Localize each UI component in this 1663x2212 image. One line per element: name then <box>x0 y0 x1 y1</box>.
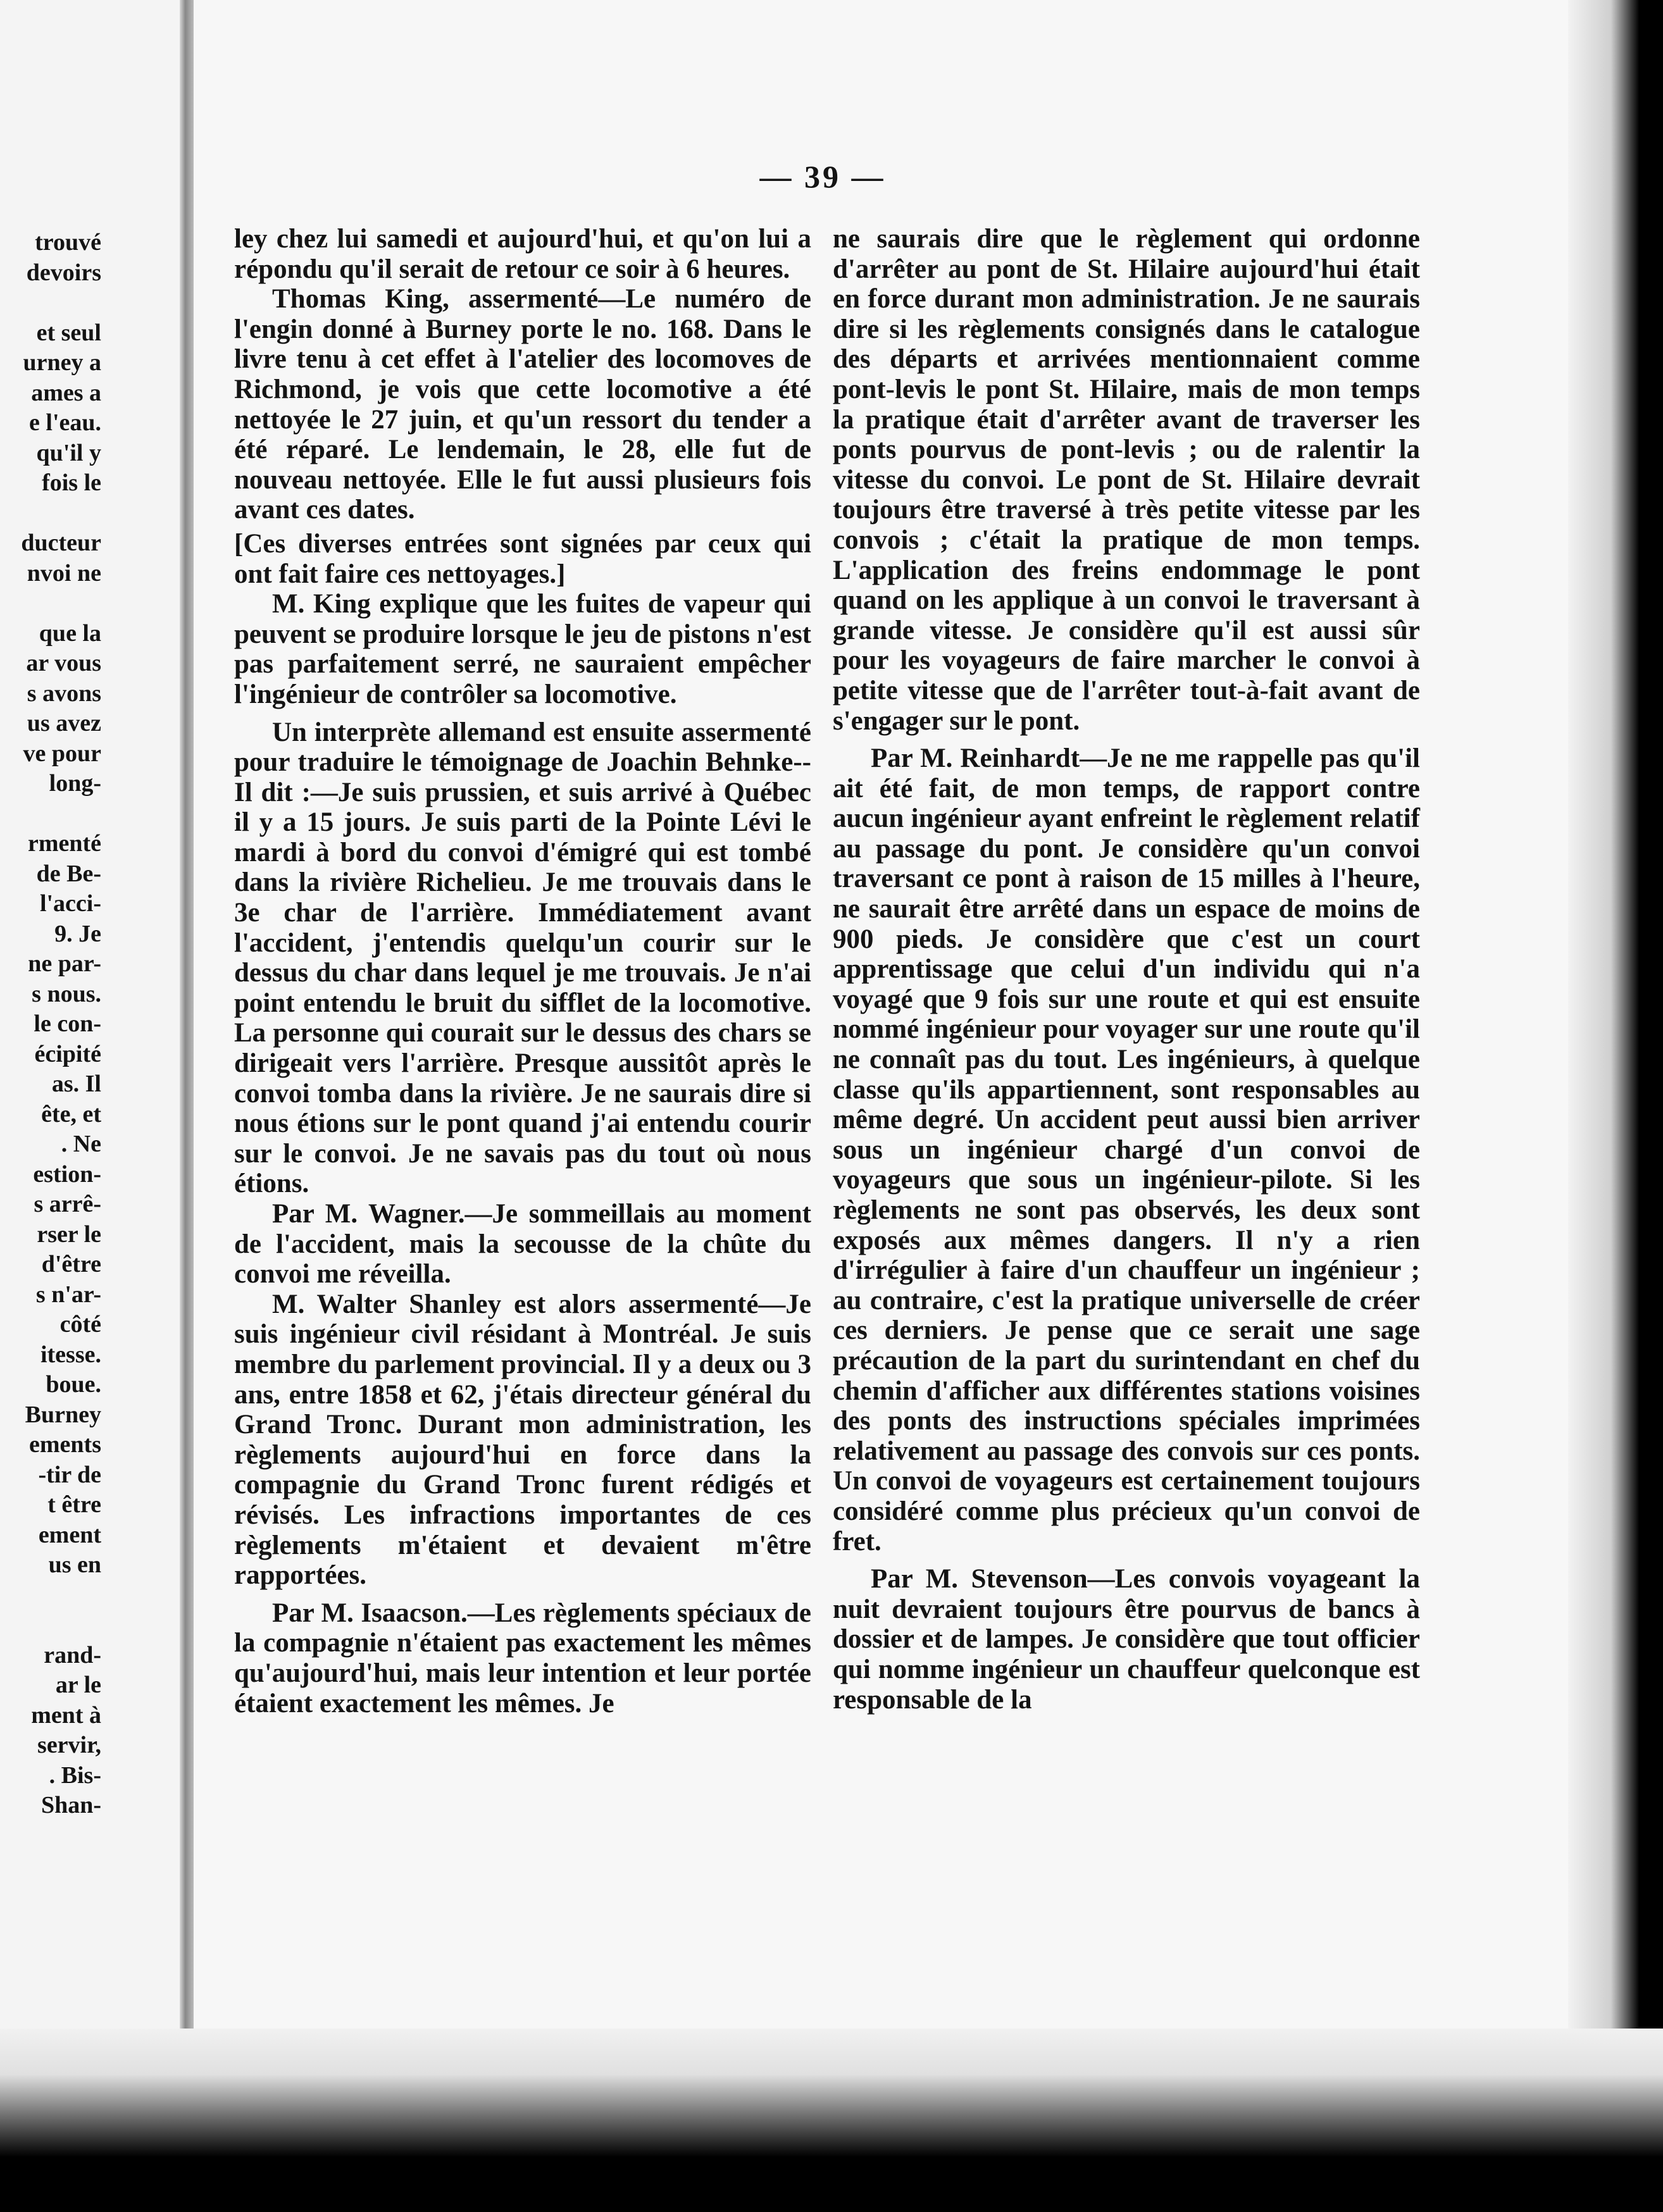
text-column-left <box>234 224 811 1718</box>
left-fragment-line: rser le <box>37 1221 101 1248</box>
left-fragment-line <box>0 1610 101 1641</box>
left-fragment-line: Burney <box>25 1401 101 1428</box>
left-fragment-line: de Be- <box>36 860 101 887</box>
left-fragment-line: ve pour <box>23 740 101 767</box>
left-fragment-line: d'être <box>41 1251 101 1277</box>
left-fragment-line: ducteur <box>21 530 101 556</box>
left-fragment-line: 9. Je <box>54 920 101 947</box>
left-fragment-line: urney a <box>23 349 101 376</box>
left-fragment-line: écipité <box>34 1040 101 1067</box>
left-fragment-line: long- <box>49 770 101 797</box>
left-fragment-line: servir, <box>37 1732 101 1758</box>
paragraph: M. Walter Shanley est alors assermenté—Je suis ingénieur civil résidant à Montréal. Je suis membre du parlement provincial. Il y a deux ou 3 ans, entre 1858 et 62, j'étais directeur général du Grand Tronc. Durant mon administration, les règlements aujourd'hui en force dans la compagnie du Grand Tronc furent rédigés et révisés. Les infractions importantes de ces règlements m'étaient et devaient m'être rapportées. <box>234 1289 811 1591</box>
paragraph: [Ces diverses entrées sont signées par ceux qui ont fait faire ces nettoyages.] <box>234 528 811 589</box>
left-page-fragment <box>0 0 190 2212</box>
left-fragment-line: s n'ar- <box>35 1281 101 1308</box>
left-fragment-line <box>0 499 101 529</box>
page-number: — 39 — <box>759 159 886 194</box>
paragraph: Par M. Reinhardt—Je ne me rappelle pas qu'il ait été fait, de mon temps, de rapport contre aucun ingénieur ayant enfreint le règlement relatif au passage du pont. Je considère qu'un convoi traversant ce pont à raison de 15 milles à l'heure, ne saurait être arrêté dans un espace de moins de 900 pieds. Je considère que c'est un court apprentissage que celui d'un individu qui n'a voyagé que 9 fois sur une route et qui est ensuite nommé ingénieur pour voyager sur une route qu'il ne connaît pas du tout. Les ingénieurs, à quelque classe qu'ils appartiennent, sont responsables au même degré. Un accident peut aussi bien arriver sous un ingénieur chargé d'un convoi de voyageurs que sous un ingénieur-pilote. Si les règlements ne sont pas observés, les deux sont exposés aux mêmes dangers. Il n'y a rien d'irrégulier à faire d'un chauffeur un ingénieur ; au contraire, c'est la pratique universelle de créer ces derniers. Je pense que ce serait une sage précaution de la part du surintendant en chef du chemin d'afficher aux différentes stations voisines des ponts des instructions spéciales imprimées relativement au passage des convois sur ces ponts. Un convoi de voyageurs est certainement toujours considéré comme plus précieux qu'un convoi de fret. <box>833 743 1420 1556</box>
left-fragment-line: rmenté <box>27 830 101 857</box>
left-fragment-line: ar vous <box>26 650 101 676</box>
left-fragment-line: -tir de <box>38 1461 101 1488</box>
left-fragment-line: ement <box>38 1521 101 1548</box>
left-fragment-line: . Bis- <box>49 1762 101 1789</box>
left-fragment-line <box>0 1581 101 1611</box>
left-fragment-line: qu'il y <box>36 439 101 466</box>
paragraph: Par M. Wagner.—Je sommeillais au moment de l'accident, mais la secousse de la chûte du convoi me réveilla. <box>234 1199 811 1289</box>
left-fragment-line: ête, et <box>41 1100 101 1128</box>
page-gutter <box>180 0 194 2212</box>
left-fragment-line: fois le <box>42 469 101 496</box>
left-fragment-line: estion- <box>33 1160 101 1188</box>
left-fragment-line: ames a <box>31 379 101 406</box>
left-fragment-line: l'acci- <box>39 890 101 917</box>
left-fragment-line: t être <box>47 1491 101 1518</box>
paragraph: Par M. Isaacson.—Les règlements spéciaux de la compagnie n'étaient pas exactement les mêmes qu'aujourd'hui, mais leur intention et leur portée étaient exactement les mêmes. Je <box>234 1598 811 1718</box>
paragraph: ley chez lui samedi et aujourd'hui, et qu'on lui a répondu qu'il serait de retour ce soir à 6 heures. <box>234 224 811 284</box>
left-fragment-line <box>0 588 101 619</box>
left-fragment-line: et seul <box>36 319 101 346</box>
page-bottom-edge <box>0 2029 1663 2212</box>
left-fragment-line: boue. <box>46 1371 101 1398</box>
left-fragment-line: le con- <box>34 1010 101 1037</box>
paragraph: ne saurais dire que le règlement qui ordonne d'arrêter au pont de St. Hilaire aujourd'hui était en force durant mon administration. Je ne saurais dire si les règlements consignés dans le catalogue des départs et arrivées mentionnaient comme pont-levis le pont St. Hilaire, mais de mon temps la pratique était d'arrêter avant de traverser les ponts pourvus de pont-levis ; ou de ralentir la vitesse du convoi. Le pont de St. Hilaire devrait toujours être traversé à très petite vitesse par les convois ; c'était la pratique de mon temps. L'application des freins endommage le pont quand on les applique à un convoi le traversant à grande vitesse. Je considère qu'il est aussi sûr pour les voyageurs de faire marcher le convoi à petite vitesse que de l'arrêter tout-à-fait avant de s'engager sur le pont. <box>833 224 1420 736</box>
left-fragment-line: ment à <box>31 1701 101 1729</box>
left-fragment-line: s nous. <box>32 980 101 1007</box>
left-fragment-line: côté <box>59 1311 101 1338</box>
left-fragment-line: rand- <box>44 1641 101 1668</box>
left-fragment-line: itesse. <box>40 1341 101 1368</box>
paragraph: Thomas King, assermenté—Le numéro de l'engin donné à Burney porte le no. 168. Dans le livre tenu à cet effet à l'atelier des locomoves de Richmond, je vois que cette locomotive a été nettoyée le 27 juin, et qu'un ressort du tender a été réparé. Le lendemain, le 28, elle fut de nouveau nettoyée. Elle le fut aussi plusieurs fois avant ces dates. <box>234 284 811 525</box>
left-fragment-line: que la <box>39 619 101 647</box>
left-fragment-line: us avez <box>27 710 101 736</box>
left-fragment-line: trouvé <box>35 229 101 256</box>
left-page-cropped-text <box>0 228 101 1821</box>
paragraph: Un interprète allemand est ensuite assermenté pour traduire le témoignage de Joachin Behnke--Il dit :—Je suis prussien, et suis arrivé à Québec il y a 15 jours. Je suis parti de la Pointe Lévi le mardi à bord du convoi d'émigré qui est tombé dans la rivière Richelieu. Je me trouvais dans le 3e char de l'arrière. Immédiatement avant l'accident, j'entendis quelqu'un courir sur le dessus du char dans lequel je me trouvais. Je n'ai point entendu le bruit du sifflet de la locomotive. La personne qui courait sur le dessus des chars se dirigeait vers l'arrière. Presque aussitôt après le convoi tomba dans la rivière. Je ne saurais dire si nous étions sur le pont quand j'ai entendu courir sur le convoi. Je ne savais pas du tout où nous étions. <box>234 717 811 1199</box>
paragraph: Par M. Stevenson—Les convois voyageant la nuit devraient toujours être pourvus de bancs à dossier et de lampes. Je considère que tout officier qui nomme ingénieur un chauffeur quelconque est responsable de la <box>833 1564 1420 1715</box>
left-fragment-line: e l'eau. <box>29 409 101 436</box>
left-fragment-line: ements <box>29 1431 101 1458</box>
left-fragment-line: . Ne <box>61 1131 101 1157</box>
left-fragment-line <box>0 288 101 318</box>
left-fragment-line: devoirs <box>26 259 101 286</box>
left-fragment-line: us en <box>48 1551 101 1578</box>
left-fragment-line <box>0 799 101 830</box>
left-fragment-line: s avons <box>27 680 101 707</box>
page-right-edge <box>1568 0 1663 2212</box>
left-fragment-line: as. Il <box>51 1071 101 1097</box>
left-fragment-line: ne par- <box>28 950 101 977</box>
left-fragment-line: s arrê- <box>34 1191 101 1217</box>
left-fragment-line: Shan- <box>40 1792 101 1818</box>
left-fragment-line: nvoi ne <box>27 559 101 587</box>
text-column-right <box>833 224 1420 1715</box>
paragraph: M. King explique que les fuites de vapeur qui peuvent se produire lorsque le jeu de pistons n'est pas parfaitement serré, ne sauraient empêcher l'ingénieur de contrôler sa locomotive. <box>234 589 811 709</box>
left-fragment-line: ar le <box>55 1672 101 1698</box>
